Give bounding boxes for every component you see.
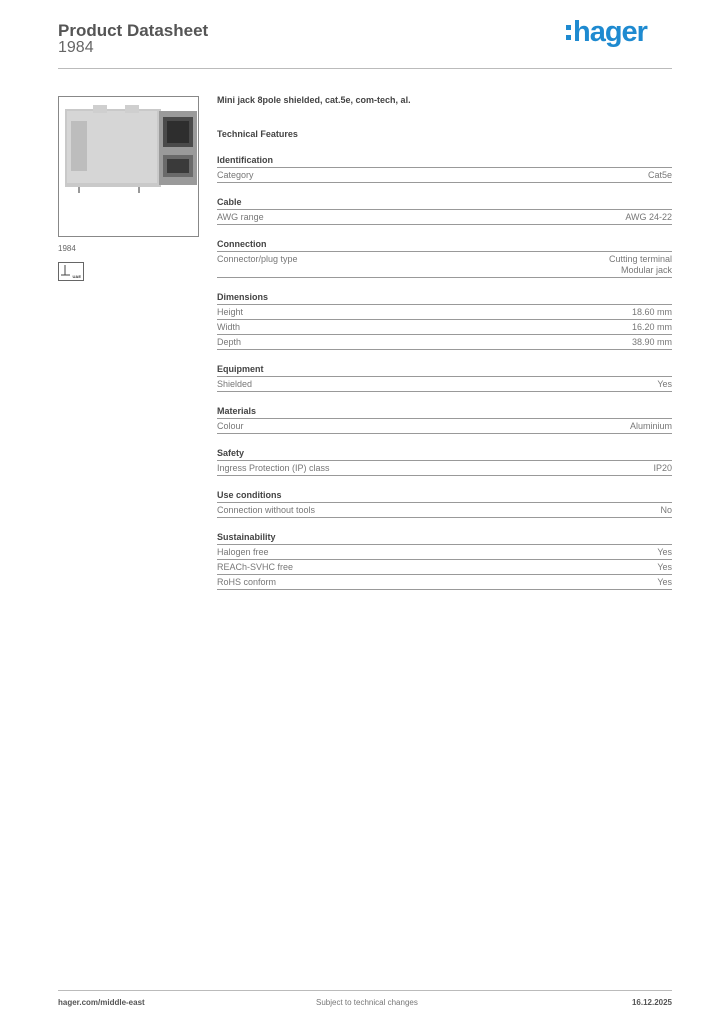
footer-website[interactable]: hager.com/middle-east [58,998,145,1007]
technical-features-title: Technical Features [217,129,298,139]
spec-value [630,421,672,432]
spec-value-line: Cutting terminal [608,254,672,264]
spec-value [632,337,672,348]
spec-value [660,505,672,516]
spec-label: Ingress Protection (IP) class [217,463,330,473]
product-description: Mini jack 8pole shielded, cat.5e, com-tech, al. [217,95,411,105]
hager-logo[interactable] [566,16,647,49]
feature-group [217,197,672,225]
spec-row [217,168,672,183]
spec-row [217,560,672,575]
footer-divider [58,990,672,991]
feature-group [217,364,672,392]
group-title: Safety [217,448,672,461]
spec-label: Halogen free [217,547,269,557]
spec-value-line: AWG 24-22 [625,212,672,222]
spec-row [217,545,672,560]
spec-value [632,322,672,333]
spec-label: Width [217,322,241,332]
group-title: Connection [217,239,672,252]
spec-value [609,254,672,276]
spec-row [217,335,672,350]
spec-row [217,305,672,320]
group-title: Cable [217,197,672,210]
spec-label: Colour [217,421,244,431]
spec-label: Connector/plug type [217,254,298,264]
logo-dots-icon [566,16,571,40]
footer-date: 16.12.2025 [631,998,672,1007]
feature-group [217,239,672,278]
product-image [58,96,199,237]
spec-value-line: Yes [657,379,672,389]
spec-value-line: Modular jack [620,265,672,275]
spec-row [217,575,672,590]
group-title: Sustainability [217,532,672,545]
spec-row [217,210,672,225]
spec-value [657,562,672,573]
spec-row [217,503,672,518]
spec-label: Connection without tools [217,505,316,515]
spec-value [653,463,672,474]
spec-value-line: 16.20 mm [631,322,672,332]
spec-row [217,461,672,476]
spec-value [657,379,672,390]
spec-row [217,419,672,434]
spec-value-line: 38.90 mm [631,337,672,347]
feature-group [217,448,672,476]
logo-text: hager [573,16,647,48]
footer-notice: Subject to technical changes [316,998,418,1007]
product-number: 1984 [58,39,94,56]
spec-value [657,547,672,558]
spec-label: Height [217,307,244,317]
spec-value [632,307,672,318]
spec-row [217,320,672,335]
feature-group [217,532,672,590]
spec-value-line: IP20 [653,463,672,473]
group-title: Use conditions [217,490,672,503]
spec-value-line: 18.60 mm [631,307,672,317]
spec-row [217,377,672,392]
ground-symbol-icon [58,262,84,281]
page-title: Product Datasheet [58,21,209,40]
feature-groups [217,155,672,590]
spec-value-line: Yes [657,547,672,557]
spec-value-line: Yes [657,562,672,572]
spec-value-line: No [660,505,672,515]
feature-group [217,490,672,518]
feature-group [217,155,672,183]
spec-label: Depth [217,337,242,347]
spec-value-line: Yes [657,577,672,587]
header-divider [58,68,672,69]
spec-label: RoHS conform [217,577,277,587]
feature-group [217,406,672,434]
spec-value-line: Cat5e [647,170,672,180]
spec-label: AWG range [217,212,264,222]
spec-value [648,170,672,181]
technical-content [217,95,672,590]
ground-label: UAE [72,274,81,279]
group-title: Materials [217,406,672,419]
spec-label: REACh-SVHC free [217,562,294,572]
group-title: Identification [217,155,672,168]
spec-label: Category [217,170,254,180]
group-title: Equipment [217,364,672,377]
spec-value [625,212,672,223]
spec-row [217,252,672,278]
spec-value-line: Aluminium [629,421,672,431]
spec-label: Shielded [217,379,253,389]
spec-value [657,577,672,588]
image-caption: 1984 [58,244,76,253]
group-title: Dimensions [217,292,672,305]
feature-group [217,292,672,350]
